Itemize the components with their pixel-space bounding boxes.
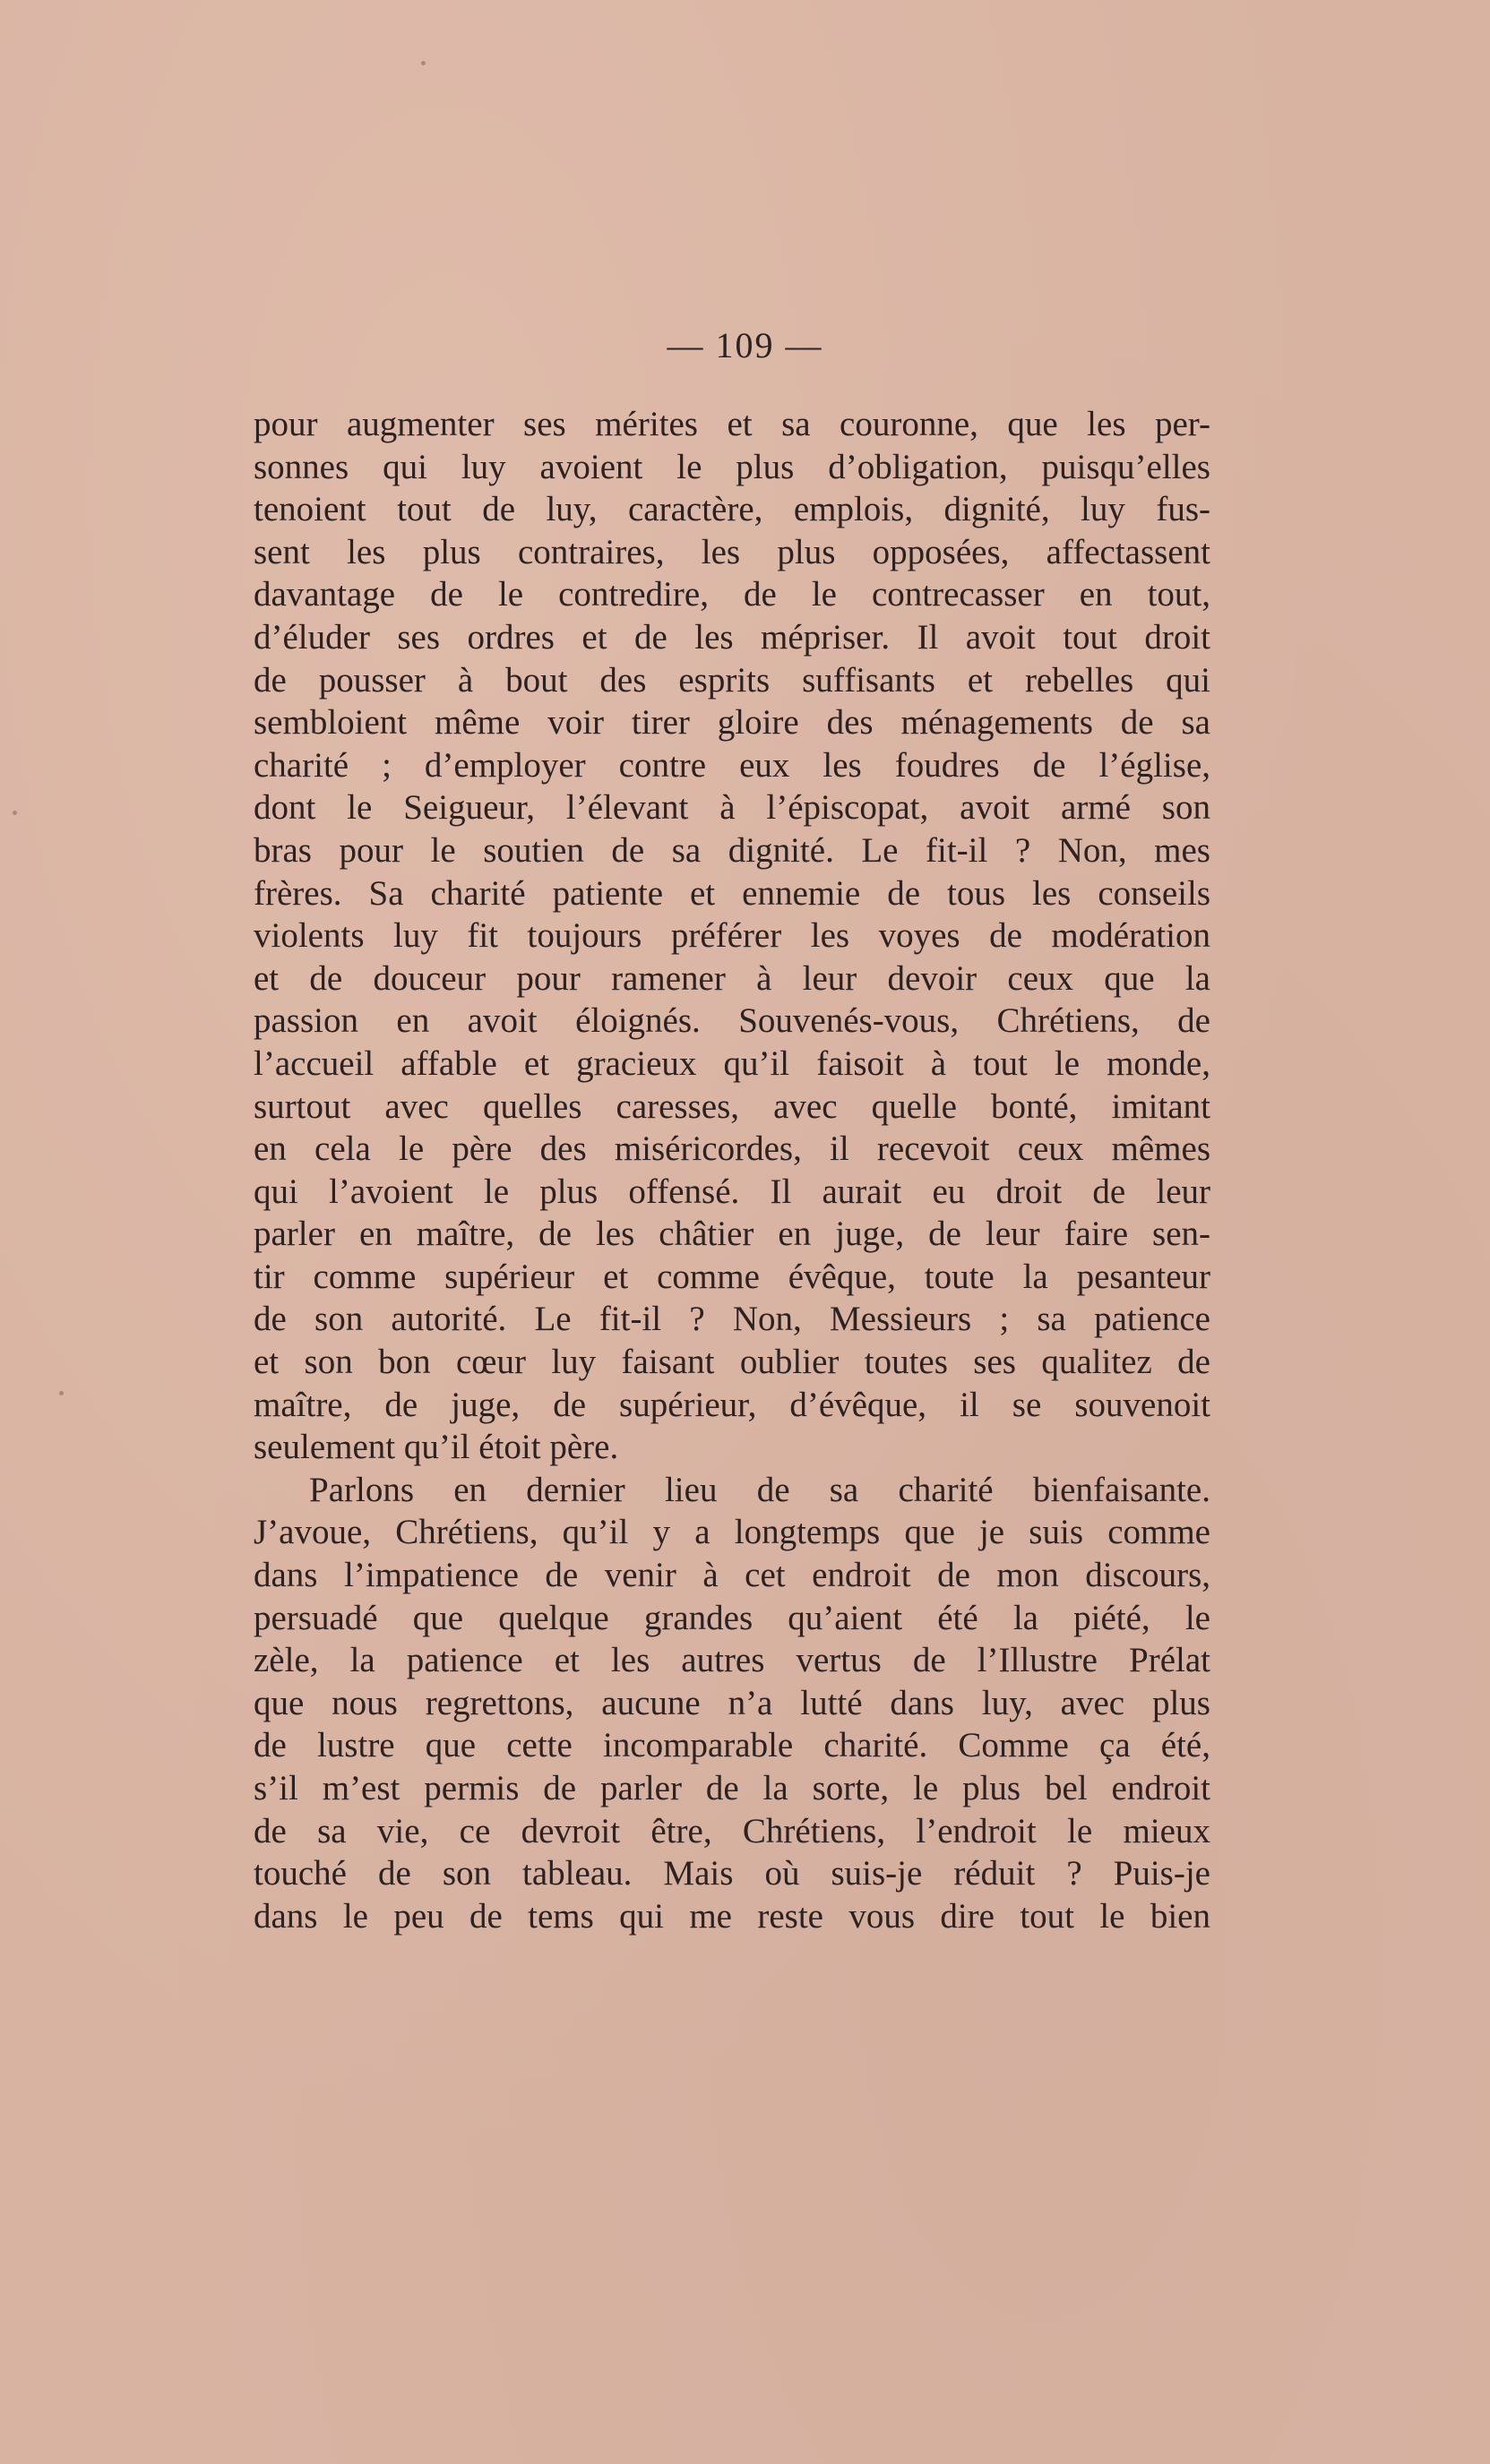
paper-speck	[59, 1391, 64, 1395]
text-line: touché de son tableau. Mais où suis-je réduit ? Puis-je	[254, 1854, 1210, 1893]
paper-speck	[13, 811, 17, 815]
paragraph-start-line: Parlons en dernier lieu de sa charité bienfaisante.	[309, 1470, 1210, 1509]
text-line: qui l’avoient le plus offensé. Il aurait eu droit de leur	[254, 1172, 1210, 1211]
text-line: seulement qu’il étoit père.	[254, 1428, 619, 1467]
text-line: et son bon cœur luy faisant oublier toutes ses qualitez de	[254, 1343, 1210, 1382]
page-number: — 109 —	[667, 325, 823, 365]
body-text	[254, 403, 1210, 1937]
text-line: tenoient tout de luy, caractère, emplois, dignité, luy fus-	[254, 490, 1210, 529]
text-line: et de douceur pour ramener à leur devoir ceux que la	[254, 958, 1210, 998]
text-line: zèle, la patience et les autres vertus de l’Illustre Prélat	[254, 1641, 1210, 1680]
text-line: d’éluder ses ordres et de les mépriser. Il avoit tout droit	[254, 617, 1210, 657]
text-line: dans l’impatience de venir à cet endroit de mon discours,	[254, 1556, 1210, 1595]
text-line: violents luy fit toujours préférer les voyes de modération	[254, 916, 1210, 956]
text-line: sonnes qui luy avoient le plus d’obligation, puisqu’elles	[254, 447, 1210, 486]
text-line: bras pour le soutien de sa dignité. Le fit-il ? Non, mes	[254, 830, 1210, 870]
text-line: pour augmenter ses mérites et sa couronne, que les per-	[254, 405, 1210, 443]
text-line: parler en maître, de les châtier en juge, de leur faire sen-	[254, 1215, 1210, 1254]
text-line: de sa vie, ce devroit être, Chrétiens, l’endroit le mieux	[254, 1811, 1210, 1850]
text-line: J’avoue, Chrétiens, qu’il y a longtemps que je suis comme	[254, 1513, 1210, 1552]
text-line: maître, de juge, de supérieur, d’évêque, il se souvenoit	[254, 1385, 1210, 1424]
text-line: de pousser à bout des esprits suffisants et rebelles qui	[254, 660, 1210, 700]
text-line: frères. Sa charité patiente et ennemie de tous les conseils	[254, 873, 1210, 913]
text-line: en cela le père des miséricordes, il recevoit ceux mêmes	[254, 1129, 1210, 1169]
text-line: l’accueil affable et gracieux qu’il faisoit à tout le monde,	[254, 1043, 1210, 1083]
text-line: charité ; d’employer contre eux les foudres de l’église,	[254, 745, 1210, 785]
text-line: tir comme supérieur et comme évêque, toute la pesanteur	[254, 1257, 1210, 1296]
text-line: s’il m’est permis de parler de la sorte, le plus bel endroit	[254, 1769, 1210, 1807]
text-line: passion en avoit éloignés. Souvenés-vous, Chrétiens, de	[254, 1001, 1210, 1041]
text-line: persuadé que quelque grandes qu’aient été la piété, le	[254, 1598, 1210, 1637]
text-line: de son autorité. Le fit-il ? Non, Messieurs ; sa patience	[254, 1300, 1210, 1339]
text-line: de lustre que cette incomparable charité. Comme ça été,	[254, 1726, 1210, 1765]
text-line: dans le peu de tems qui me reste vous dire tout le bien	[254, 1896, 1210, 1936]
text-line: sembloient même voir tirer gloire des ménagements de sa	[254, 703, 1210, 743]
text-line: sent les plus contraires, les plus opposées, affectassent	[254, 532, 1210, 571]
paper-speck	[421, 61, 426, 65]
text-line: surtout avec quelles caresses, avec quelle bonté, imitant	[254, 1086, 1210, 1126]
text-line: davantage de le contredire, de le contrecasser en tout,	[254, 575, 1210, 614]
text-line: que nous regrettons, aucune n’a lutté dans luy, avec plus	[254, 1683, 1210, 1722]
text-line: dont le Seigueur, l’élevant à l’épiscopat, avoit armé son	[254, 788, 1210, 828]
